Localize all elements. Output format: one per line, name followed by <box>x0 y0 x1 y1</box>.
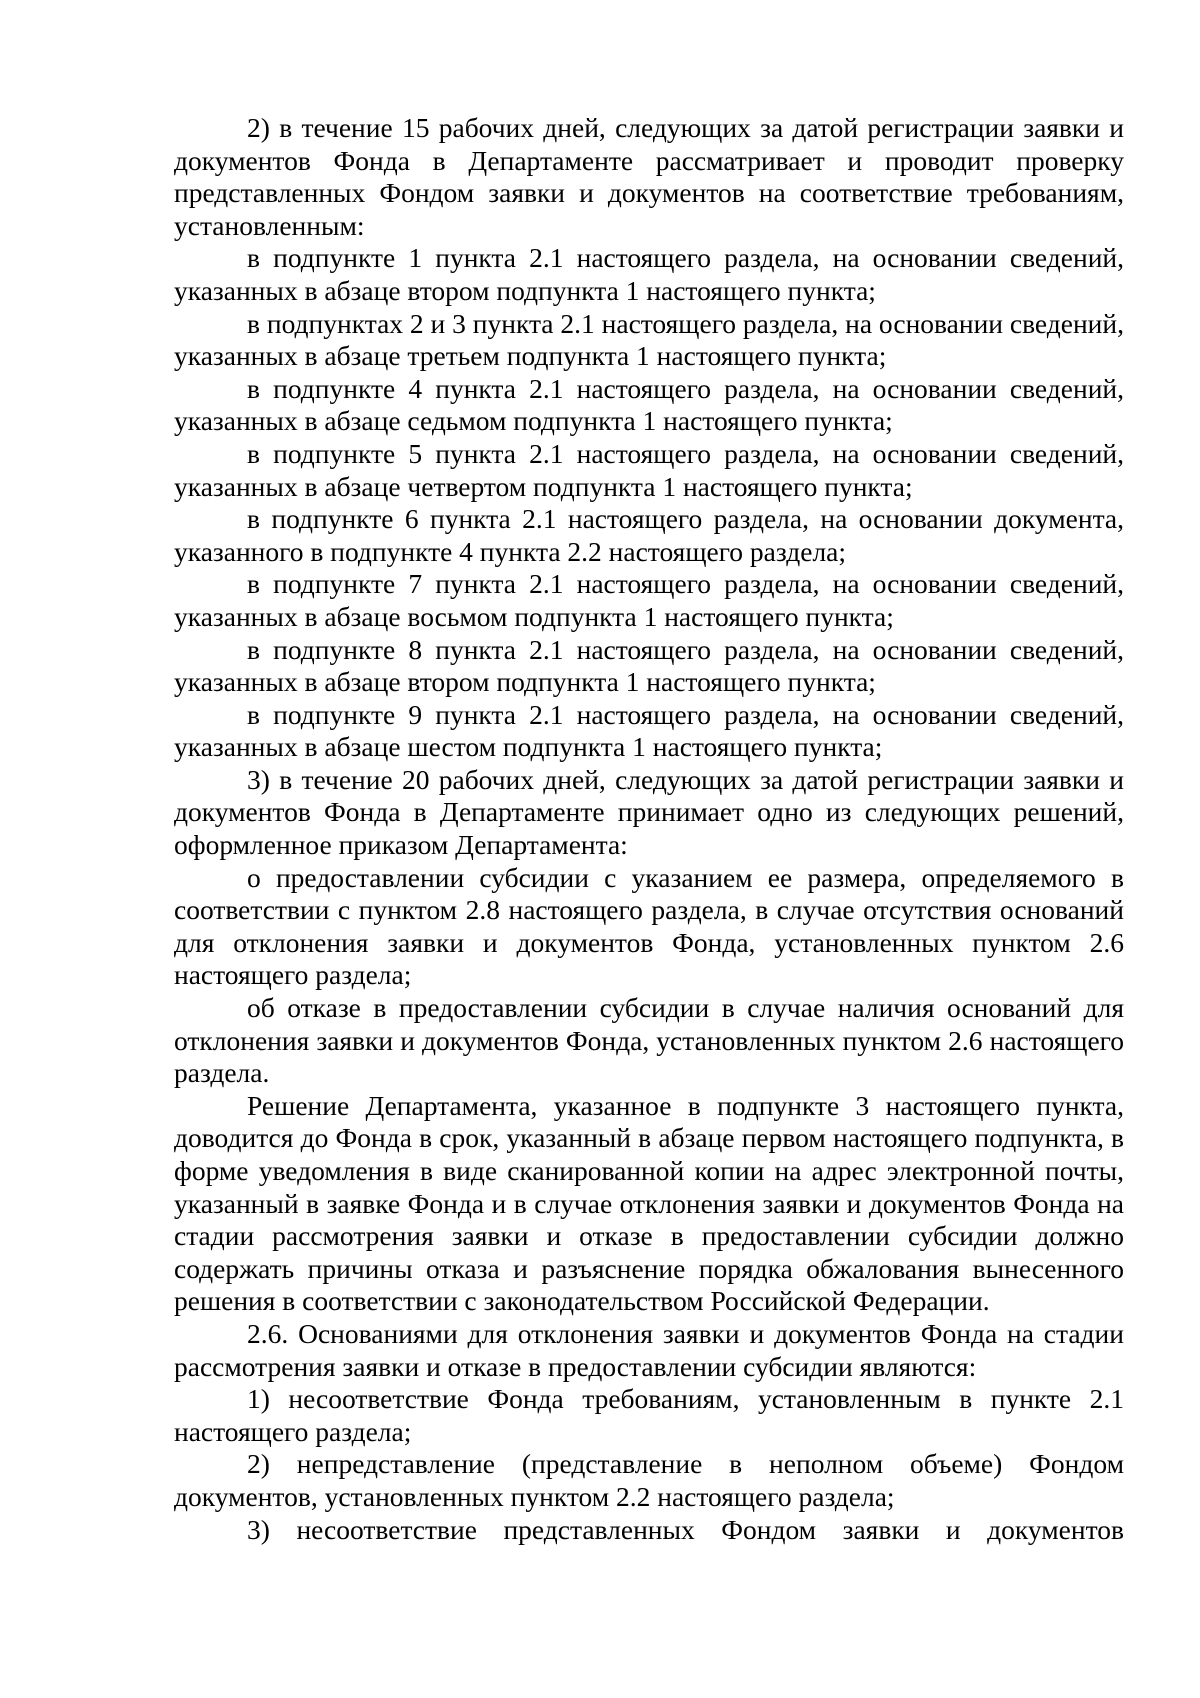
paragraph-5: в подпункте 5 пункта 2.1 настоящего раздела, на основании сведений, указанных в абзаце четвертом подпункта 1 настоящего пункта; <box>174 437 1124 502</box>
paragraph-8: в подпункте 8 пункта 2.1 настоящего раздела, на основании сведений, указанных в абзаце втором подпункта 1 настоящего пункта; <box>174 633 1124 698</box>
paragraph-2: в подпункте 1 пункта 2.1 настоящего раздела, на основании сведений, указанных в абзаце втором подпункта 1 настоящего пункта; <box>174 242 1124 306</box>
paragraph-16: 2) непредставление (представление в неполном объеме) Фондом документов, установленных пунктом 2.2 настоящего раздела; <box>174 1448 1124 1512</box>
paragraph-10: 3) в течение 20 рабочих дней, следующих за датой регистрации заявки и документов Фонда в Департаменте принимает одно из следующих решений, оформленное приказом Департамента: <box>174 763 1124 861</box>
paragraph-14: 2.6. Основаниями для отклонения заявки и документов Фонда на стадии рассмотрения заявки и отказе в предоставлении субсидии являются: <box>174 1317 1124 1382</box>
paragraph-17: 3) несоответствие представленных Фондом заявки и документов <box>247 1513 1124 1545</box>
paragraph-11: о предоставлении субсидии с указанием ее размера, определяемого в соответствии с пунктом 2.8 настоящего раздела, в случае отсутствия оснований для отклонения заявки и документов Фонда, установленных пунктом 2.6 настоящего раздела; <box>174 861 1124 991</box>
paragraph-15: 1) несоответствие Фонда требованиям, установленным в пункте 2.1 настоящего раздела; <box>174 1383 1124 1447</box>
paragraph-6: в подпункте 6 пункта 2.1 настоящего раздела, на основании документа, указанного в подпункте 4 пункта 2.2 настоящего раздела; <box>174 503 1124 567</box>
document-page <box>174 112 1124 1546</box>
paragraph-4: в подпункте 4 пункта 2.1 настоящего раздела, на основании сведений, указанных в абзаце седьмом подпункта 1 настоящего пункта; <box>174 372 1124 437</box>
paragraph-1: 2) в течение 15 рабочих дней, следующих за датой регистрации заявки и документов Фонда в Департаменте рассматривает и проводит проверку представленных Фондом заявки и документов на соответствие требованиям, установленным: <box>174 112 1124 241</box>
paragraph-9: в подпункте 9 пункта 2.1 настоящего раздела, на основании сведений, указанных в абзаце шестом подпункта 1 настоящего пункта; <box>174 698 1124 763</box>
paragraph-13: Решение Департамента, указанное в подпункте 3 настоящего пункта, доводится до Фонда в срок, указанный в абзаце первом настоящего подпункта, в форме уведомления в виде сканированной копии на адрес электронной почты, указанный в заявке Фонда и в случае отклонения заявки и документов Фонда на стадии рассмотрения заявки и отказе в предоставлении субсидии должно содержать причины отказа и разъяснение порядка обжалования вынесенного решения в соответствии с законодательством Российской Федерации. <box>174 1089 1124 1317</box>
paragraph-12: об отказе в предоставлении субсидии в случае наличия оснований для отклонения заявки и документов Фонда, установленных пунктом 2.6 настоящего раздела. <box>174 992 1124 1089</box>
paragraph-3: в подпунктах 2 и 3 пункта 2.1 настоящего раздела, на основании сведений, указанных в абзаце третьем подпункта 1 настоящего пункта; <box>174 307 1124 372</box>
paragraph-7: в подпункте 7 пункта 2.1 настоящего раздела, на основании сведений, указанных в абзаце восьмом подпункта 1 настоящего пункта; <box>174 568 1124 632</box>
